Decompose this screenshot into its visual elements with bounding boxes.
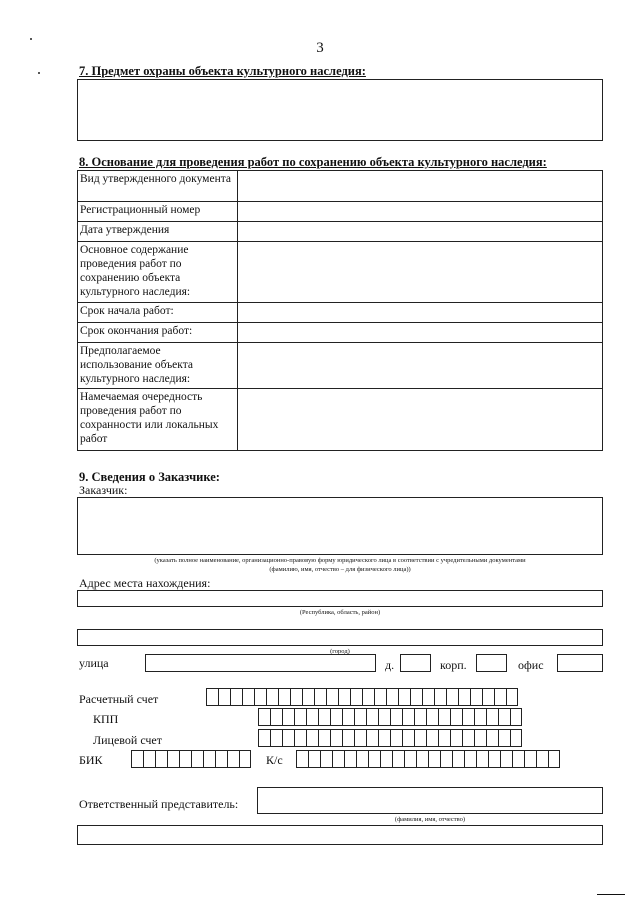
address-label: Адрес места нахождения: bbox=[79, 576, 211, 590]
customer-hint-2: (фамилию, имя, отчество – для физического лица)) bbox=[269, 566, 411, 573]
building-label: корп. bbox=[440, 658, 467, 672]
row-value-field[interactable] bbox=[238, 171, 603, 202]
office-field[interactable] bbox=[557, 654, 603, 672]
bik-cells[interactable] bbox=[131, 750, 251, 768]
city-field[interactable] bbox=[77, 629, 603, 646]
section-7-title: 7. Предмет охраны объекта культурного наследия: bbox=[79, 64, 366, 78]
region-field[interactable] bbox=[77, 590, 603, 607]
row-value-field[interactable] bbox=[238, 389, 603, 451]
region-hint: (Республика, область, район) bbox=[299, 609, 381, 616]
row-label: Намечаемая очередность проведения работ по сохранности или локальных работ bbox=[78, 389, 238, 451]
row-label: Предполагаемое использование объекта культурного наследия: bbox=[78, 343, 238, 389]
house-field[interactable] bbox=[400, 654, 431, 672]
section-9-title: 9. Сведения о Заказчике: bbox=[79, 470, 220, 484]
row-label: Срок окончания работ: bbox=[78, 323, 238, 343]
row-label: Регистрационный номер bbox=[78, 202, 238, 222]
customer-label: Заказчик: bbox=[79, 483, 128, 497]
table-row bbox=[78, 202, 603, 222]
protection-subject-field[interactable] bbox=[77, 79, 603, 141]
section-8-title: 8. Основание для проведения работ по сохранению объекта культурного наследия: bbox=[79, 155, 547, 169]
rep-field[interactable] bbox=[257, 787, 603, 814]
row-label: Основное содержание проведения работ по сохранению объекта культурного наследия: bbox=[78, 242, 238, 303]
row-value-field[interactable] bbox=[238, 343, 603, 389]
account-cells[interactable] bbox=[206, 688, 518, 706]
kpp-label: КПП bbox=[93, 712, 119, 726]
account-label: Расчетный счет bbox=[79, 692, 159, 706]
ks-label: К/с bbox=[266, 753, 283, 767]
row-value-field[interactable] bbox=[238, 202, 603, 222]
city-hint: (город) bbox=[330, 648, 350, 655]
row-value-field[interactable] bbox=[238, 222, 603, 242]
row-label: Срок начала работ: bbox=[78, 303, 238, 323]
scan-mark bbox=[597, 894, 625, 895]
basis-table bbox=[77, 170, 603, 451]
building-field[interactable] bbox=[476, 654, 507, 672]
office-label: офис bbox=[518, 658, 544, 672]
ks-cells[interactable] bbox=[296, 750, 560, 768]
street-field[interactable] bbox=[145, 654, 376, 672]
table-row bbox=[78, 222, 603, 242]
customer-field[interactable] bbox=[77, 497, 603, 555]
table-row bbox=[78, 242, 603, 303]
table-row bbox=[78, 389, 603, 451]
rep-hint: (фамилия, имя, отчество) bbox=[394, 816, 466, 823]
kpp-cells[interactable] bbox=[258, 708, 522, 726]
street-label: улица bbox=[79, 656, 109, 670]
bik-label: БИК bbox=[79, 753, 103, 767]
table-row bbox=[78, 171, 603, 202]
table-row bbox=[78, 303, 603, 323]
row-value-field[interactable] bbox=[238, 242, 603, 303]
row-value-field[interactable] bbox=[238, 303, 603, 323]
row-label: Вид утвержденного документа bbox=[78, 171, 238, 202]
personal-account-cells[interactable] bbox=[258, 729, 522, 747]
rep-label: Ответственный представитель: bbox=[79, 797, 239, 811]
house-label: д. bbox=[385, 658, 395, 672]
scan-dot bbox=[38, 72, 40, 74]
row-value-field[interactable] bbox=[238, 323, 603, 343]
table-row bbox=[78, 343, 603, 389]
table-row bbox=[78, 323, 603, 343]
personal-account-label: Лицевой счет bbox=[93, 733, 163, 747]
rep-field-extra[interactable] bbox=[77, 825, 603, 845]
row-label: Дата утверждения bbox=[78, 222, 238, 242]
customer-hint-1: (указать полное наименование, организационно-правовую форму юридического лица в соответствии с учредительными документами bbox=[154, 557, 526, 564]
page-number: 3 bbox=[316, 40, 324, 56]
